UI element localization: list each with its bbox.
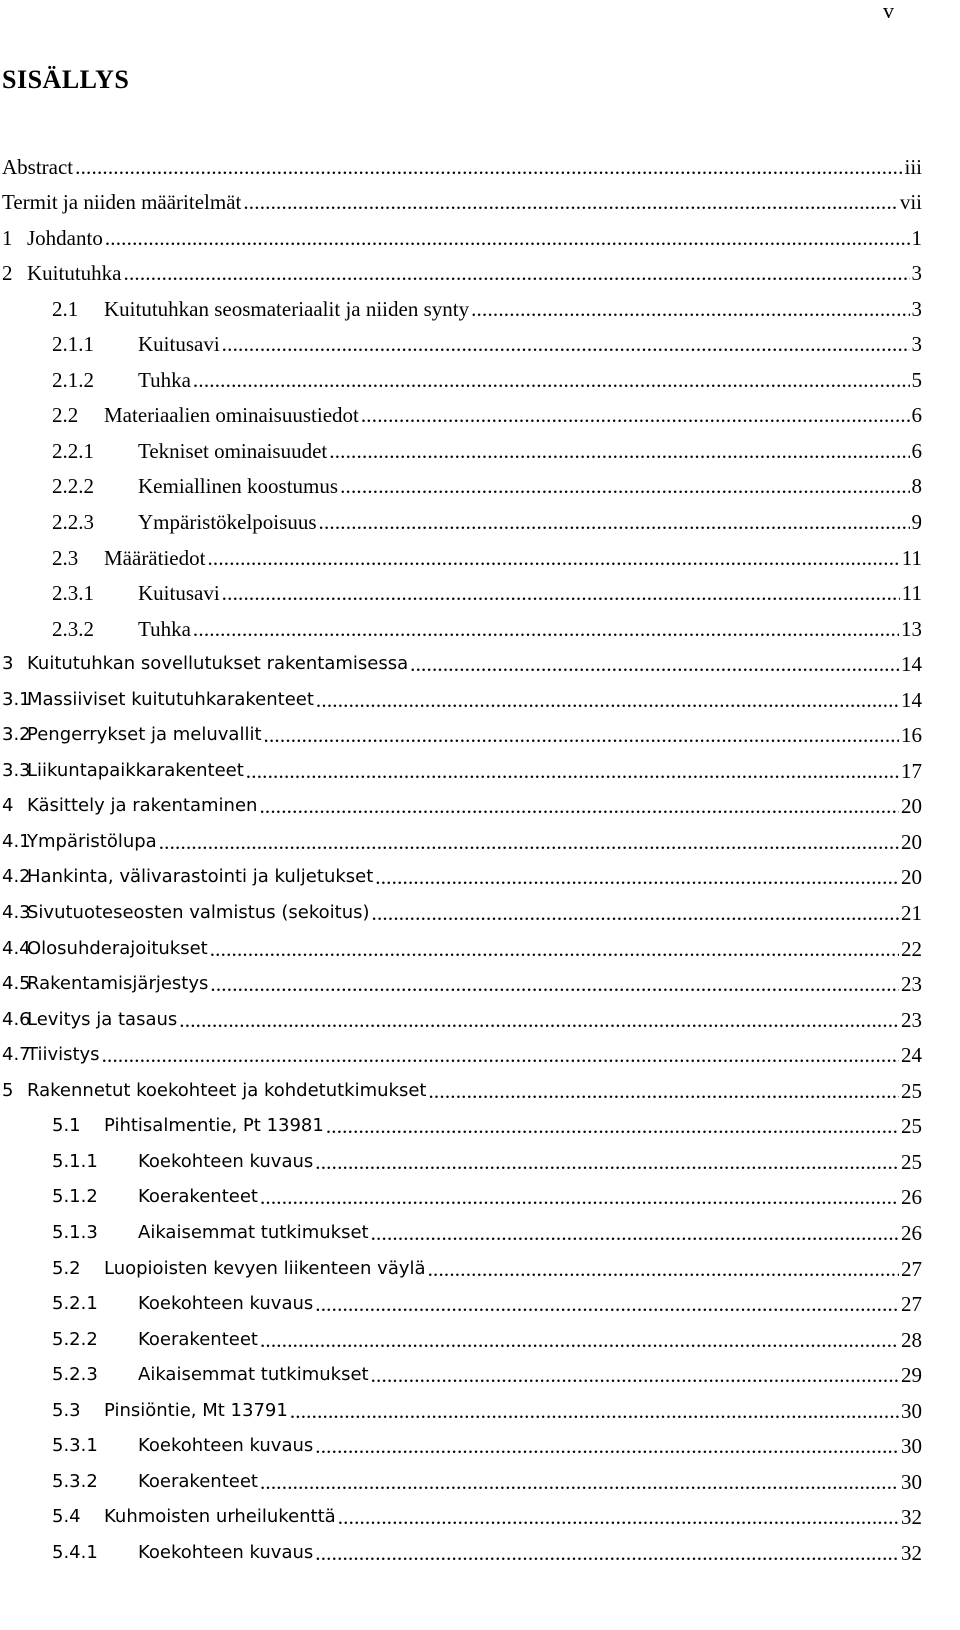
toc-entry-number: 2.3.1: [52, 581, 94, 606]
toc-entry-number: 2.2.1: [52, 438, 94, 463]
toc-entry-page: 25: [901, 1078, 922, 1103]
dot-leader: [375, 865, 899, 889]
toc-entry-label: Koekohteen kuvaus: [138, 1541, 314, 1563]
dot-leader: [326, 1114, 899, 1138]
page-number: v: [883, 0, 894, 23]
toc-entry[interactable]: [2, 783, 922, 819]
dot-leader: [428, 1257, 899, 1281]
toc-entry-number: 4.1: [2, 830, 31, 852]
dot-leader: [260, 1328, 899, 1352]
toc-entry[interactable]: [2, 427, 922, 463]
toc-entry-label: Koerakenteet: [138, 1186, 258, 1208]
toc-entry-number: 2.3: [52, 545, 79, 570]
toc-entry[interactable]: [2, 392, 922, 428]
toc-entry-label: Luopioisten kevyen liikenteen väylä: [104, 1257, 426, 1279]
dot-leader: [124, 261, 910, 285]
toc-entry-label: Käsittely ja rakentaminen: [27, 795, 258, 817]
dot-leader: [260, 1470, 899, 1494]
toc-entry-label: Koekohteen kuvaus: [138, 1293, 314, 1315]
toc-entry-number: 2.3.2: [52, 616, 94, 641]
toc-entry-number: 4: [2, 795, 14, 817]
toc-entry-label: Kuitutuhkan seosmateriaalit ja niiden synty: [104, 296, 470, 321]
toc-entry-page: 20: [901, 829, 922, 854]
toc-entry[interactable]: [2, 889, 922, 925]
toc-entry-page: iii: [904, 154, 922, 179]
toc-entry-page: 27: [901, 1292, 922, 1317]
dot-leader: [193, 368, 910, 392]
dot-leader: [193, 617, 899, 641]
toc-entry-page: 14: [901, 687, 922, 712]
toc-entry-label: Tuhka: [138, 616, 191, 641]
toc-entry-label: Tekniset ominaisuudet: [138, 438, 328, 463]
toc-entry-page: 20: [901, 865, 922, 890]
toc-entry-label: Koekohteen kuvaus: [138, 1150, 314, 1172]
dot-leader: [371, 1363, 899, 1387]
toc-entry-page: 23: [901, 972, 922, 997]
toc-entry-page: 6: [911, 438, 922, 463]
toc-entry[interactable]: [2, 179, 922, 215]
toc-entry-label: Rakentamisjärjestys: [27, 973, 209, 995]
toc-entry-label: Koekohteen kuvaus: [138, 1435, 314, 1457]
toc-entry-label: Kemiallinen koostumus: [138, 474, 339, 499]
dot-leader: [260, 1185, 899, 1209]
toc-entry-label: Koerakenteet: [138, 1470, 258, 1492]
toc-entry-page: 8: [911, 474, 922, 499]
toc-entry[interactable]: [2, 1387, 922, 1423]
toc-entry-number: 5.2.1: [52, 1293, 98, 1315]
toc-entry[interactable]: [2, 1067, 922, 1103]
toc-entry-label: Liikuntapaikkarakenteet: [27, 759, 244, 781]
dot-leader: [316, 688, 899, 712]
toc-entry-number: 5.3: [52, 1399, 81, 1421]
toc-entry-label: Kuhmoisten urheilukenttä: [104, 1506, 336, 1528]
toc-entry[interactable]: [2, 1209, 922, 1245]
toc-entry[interactable]: [2, 1174, 922, 1210]
toc-entry-page: 3: [911, 296, 922, 321]
toc-entry-number: 5.4.1: [52, 1541, 98, 1563]
dot-leader: [315, 1434, 899, 1458]
toc-entry-page: 30: [901, 1469, 922, 1494]
toc-entry-page: 20: [901, 794, 922, 819]
toc-entry[interactable]: [2, 641, 922, 677]
toc-entry-label: Pengerrykset ja meluvallit: [27, 724, 262, 746]
toc-entry[interactable]: [2, 676, 922, 712]
toc-entry[interactable]: [2, 498, 922, 534]
toc-entry-number: 2.1: [52, 296, 79, 321]
toc-entry-page: 32: [901, 1540, 922, 1565]
toc-entry-page: 30: [901, 1398, 922, 1423]
toc-entry[interactable]: [2, 925, 922, 961]
toc-entry-page: 24: [901, 1043, 922, 1068]
toc-entry-number: 5.2: [52, 1257, 81, 1279]
toc-entry-number: 4.6: [2, 1008, 31, 1030]
toc-entry-number: 3.1: [2, 688, 31, 710]
toc-entry-label: Materiaalien ominaisuustiedot: [104, 403, 359, 428]
toc-entry-label: Aikaisemmat tutkimukset: [138, 1221, 369, 1243]
toc-entry[interactable]: [2, 214, 922, 250]
toc-entry-number: 5.2.3: [52, 1364, 98, 1386]
toc-entry[interactable]: [2, 285, 922, 321]
dot-leader: [75, 155, 902, 179]
toc-entry-label: Levitys ja tasaus: [27, 1008, 178, 1030]
toc-entry-label: Koerakenteet: [138, 1328, 258, 1350]
dot-leader: [222, 332, 910, 356]
toc-entry-label: Ympäristölupa: [27, 830, 157, 852]
toc-entry-label: Aikaisemmat tutkimukset: [138, 1364, 369, 1386]
toc-entry[interactable]: [2, 1281, 922, 1317]
toc-entry-number: 4.3: [2, 902, 31, 924]
dot-leader: [338, 1505, 899, 1529]
toc-entry-page: 25: [901, 1114, 922, 1139]
toc-entry-page: 16: [901, 723, 922, 748]
dot-leader: [371, 1221, 899, 1245]
toc-entry-label: Pinsiöntie, Mt 13791: [104, 1399, 288, 1421]
toc-entry[interactable]: [2, 321, 922, 357]
toc-entry[interactable]: [2, 463, 922, 499]
toc-entry[interactable]: [2, 356, 922, 392]
dot-leader: [259, 794, 899, 818]
toc-entry-number: 2.1.1: [52, 332, 94, 357]
toc-entry-label: Kuitusavi: [138, 332, 220, 357]
toc-entry-label: Pihtisalmentie, Pt 13981: [104, 1115, 324, 1137]
toc-entry-page: 28: [901, 1327, 922, 1352]
toc-entry-label: Kuitutuhka: [27, 261, 122, 286]
toc-entry[interactable]: [2, 818, 922, 854]
dot-leader: [159, 830, 899, 854]
dot-leader: [329, 439, 909, 463]
dot-leader: [410, 652, 899, 676]
dot-leader: [315, 1292, 899, 1316]
toc-entry-number: 5: [2, 1079, 14, 1101]
toc-entry[interactable]: [2, 1458, 922, 1494]
toc-entry-number: 2.2.3: [52, 510, 94, 535]
toc-entry-label: Rakennetut koekohteet ja kohdetutkimukset: [27, 1079, 427, 1101]
toc-entry-number: 3: [2, 653, 14, 675]
toc-entry-number: 4.4: [2, 937, 31, 959]
toc-entry-label: Ympäristökelpoisuus: [138, 510, 317, 535]
toc-title: SISÄLLYS: [2, 65, 130, 94]
toc-entry[interactable]: [2, 996, 922, 1032]
toc-entry[interactable]: [2, 1316, 922, 1352]
toc-entry-page: 22: [901, 936, 922, 961]
dot-leader: [428, 1079, 899, 1103]
dot-leader: [471, 297, 909, 321]
toc-entry-number: 4.5: [2, 973, 31, 995]
dot-leader: [290, 1399, 899, 1423]
toc-entry-number: 3.3: [2, 759, 31, 781]
toc-entry[interactable]: [2, 250, 922, 286]
toc-entry-page: 29: [901, 1363, 922, 1388]
toc-entry-page: 32: [901, 1505, 922, 1530]
toc-entry[interactable]: [2, 570, 922, 606]
toc-entry-page: 11: [901, 545, 922, 570]
toc-entry-label: Määrätiedot: [104, 545, 206, 570]
toc-entry[interactable]: [2, 1352, 922, 1388]
toc-entry-number: 2: [2, 261, 13, 286]
toc-entry[interactable]: [2, 854, 922, 890]
dot-leader: [179, 1008, 899, 1032]
dot-leader: [246, 759, 899, 783]
toc-entry[interactable]: [2, 1494, 922, 1530]
toc-entry-number: 5.2.2: [52, 1328, 98, 1350]
toc-entry[interactable]: [2, 747, 922, 783]
toc-entry-page: 11: [901, 581, 922, 606]
toc-entry-page: 21: [901, 901, 922, 926]
toc-entry[interactable]: [2, 1245, 922, 1281]
toc-entry-number: 2.2: [52, 403, 79, 428]
toc-entry-number: 1: [2, 225, 13, 250]
toc-entry-label: Termit ja niiden määritelmät: [2, 190, 242, 215]
dot-leader: [361, 403, 910, 427]
dot-leader: [315, 1150, 899, 1174]
toc-entry-number: 5.1: [52, 1115, 81, 1137]
table-of-contents: [2, 143, 922, 1565]
toc-entry-number: 5.3.1: [52, 1435, 98, 1457]
toc-entry-page: 26: [901, 1220, 922, 1245]
toc-entry-page: 17: [901, 758, 922, 783]
toc-entry-label: Kuitusavi: [138, 581, 220, 606]
toc-entry-page: 26: [901, 1185, 922, 1210]
toc-entry-label: Hankinta, välivarastointi ja kuljetukset: [27, 866, 374, 888]
toc-entry-label: Kuitutuhkan sovellutukset rakentamisessa: [27, 653, 409, 675]
dot-leader: [264, 723, 899, 747]
toc-entry-page: 25: [901, 1149, 922, 1174]
dot-leader: [222, 581, 900, 605]
toc-entry[interactable]: [2, 1529, 922, 1565]
toc-entry-page: 30: [901, 1434, 922, 1459]
toc-entry-label: Johdanto: [27, 225, 103, 250]
toc-entry-page: vii: [899, 190, 922, 215]
toc-entry-page: 27: [901, 1256, 922, 1281]
toc-entry-label: Tuhka: [138, 367, 191, 392]
toc-entry-number: 5.3.2: [52, 1470, 98, 1492]
toc-entry-page: 14: [901, 652, 922, 677]
dot-leader: [243, 190, 897, 214]
toc-entry-label: Massiiviset kuitutuhkarakenteet: [27, 688, 314, 710]
toc-entry[interactable]: [2, 143, 922, 179]
dot-leader: [102, 1043, 899, 1067]
toc-entry-label: Abstract: [2, 154, 74, 179]
toc-entry-label: Olosuhderajoitukset: [27, 937, 208, 959]
dot-leader: [105, 226, 910, 250]
dot-leader: [340, 474, 909, 498]
toc-entry-page: 9: [911, 510, 922, 535]
toc-entry[interactable]: [2, 1103, 922, 1139]
toc-entry-page: 3: [911, 332, 922, 357]
toc-entry-number: 5.1.1: [52, 1150, 98, 1172]
toc-entry-page: 13: [901, 616, 922, 641]
toc-entry-number: 4.2: [2, 866, 31, 888]
toc-entry-page: 6: [911, 403, 922, 428]
toc-entry-page: 5: [911, 367, 922, 392]
dot-leader: [315, 1541, 899, 1565]
toc-entry[interactable]: [2, 712, 922, 748]
toc-entry-page: 1: [911, 225, 922, 250]
toc-entry-number: 4.7: [2, 1044, 31, 1066]
toc-entry[interactable]: [2, 534, 922, 570]
toc-entry-page: 23: [901, 1007, 922, 1032]
toc-entry-number: 2.2.2: [52, 474, 94, 499]
toc-entry-label: Tiivistys: [27, 1044, 100, 1066]
dot-leader: [319, 510, 910, 534]
toc-entry-number: 5.1.3: [52, 1221, 98, 1243]
toc-entry-number: 5.1.2: [52, 1186, 98, 1208]
dot-leader: [372, 901, 899, 925]
dot-leader: [207, 546, 899, 570]
toc-entry[interactable]: [2, 1423, 922, 1459]
dot-leader: [210, 972, 899, 996]
toc-entry-number: 2.1.2: [52, 367, 94, 392]
toc-entry[interactable]: [2, 1032, 922, 1068]
dot-leader: [210, 937, 899, 961]
toc-entry-number: 5.4: [52, 1506, 81, 1528]
toc-entry[interactable]: [2, 605, 922, 641]
toc-entry[interactable]: [2, 1138, 922, 1174]
toc-entry-number: 3.2: [2, 724, 31, 746]
toc-entry-label: Sivutuoteseosten valmistus (sekoitus): [27, 902, 370, 924]
toc-entry-page: 3: [911, 261, 922, 286]
toc-entry[interactable]: [2, 961, 922, 997]
